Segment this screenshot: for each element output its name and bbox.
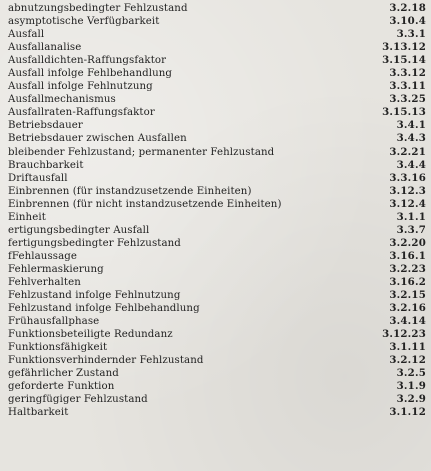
index-term: bleibender Fehlzustand; permanenter Fehlzustand <box>8 146 275 158</box>
index-term: Ausfall infolge Fehlnutzung <box>8 81 153 93</box>
index-term: Einbrennen (für instandzusetzende Einheiten) <box>8 185 252 197</box>
index-reference: 3.4.4 <box>396 158 426 171</box>
index-entry <box>8 224 426 237</box>
index-term: Einheit <box>8 211 46 223</box>
index-reference: 3.3.25 <box>389 93 426 106</box>
index-reference: 3.4.1 <box>396 119 426 132</box>
term-index-list <box>8 2 426 420</box>
index-entry <box>8 315 426 328</box>
index-term: geforderte Funktion <box>8 381 115 393</box>
index-reference: 3.2.9 <box>396 393 426 406</box>
index-reference: 3.3.12 <box>389 67 426 80</box>
index-term: Frühausfallphase <box>8 316 100 328</box>
index-term: Brauchbarkeit <box>8 159 84 171</box>
index-entry <box>8 80 426 93</box>
index-entry <box>8 354 426 367</box>
index-term: Fehlzustand infolge Fehlbehandlung <box>8 303 200 315</box>
index-reference: 3.16.2 <box>389 275 426 288</box>
index-term: Fehlermaskierung <box>8 263 104 275</box>
index-reference: 3.2.20 <box>389 236 426 249</box>
index-entry <box>8 159 426 172</box>
index-reference: 3.13.12 <box>382 41 426 54</box>
index-reference: 3.3.11 <box>389 80 426 93</box>
index-term: Driftausfall <box>8 172 68 184</box>
index-term: Fehlzustand infolge Fehlnutzung <box>8 290 181 302</box>
index-reference: 3.3.1 <box>396 28 426 41</box>
index-reference: 3.4.3 <box>396 132 426 145</box>
index-reference: 3.1.11 <box>389 341 426 354</box>
index-term: Funktionsfähigkeit <box>8 342 108 354</box>
index-entry <box>8 132 426 145</box>
index-term: Betriebsdauer zwischen Ausfallen <box>8 133 187 145</box>
index-term: geringfügiger Fehlzustand <box>8 394 148 406</box>
index-reference: 3.12.3 <box>389 184 426 197</box>
index-term: Ausfall infolge Fehlbehandlung <box>8 68 173 80</box>
index-entry <box>8 185 426 198</box>
index-term: Haltbarkeit <box>8 407 69 419</box>
index-entry <box>8 380 426 393</box>
index-entry <box>8 119 426 132</box>
index-term: abnutzungsbedingter Fehlzustand <box>8 3 188 14</box>
index-reference: 3.16.1 <box>389 249 426 262</box>
index-reference: 3.4.14 <box>389 315 426 328</box>
index-term: fFehlaussage <box>8 250 78 262</box>
index-term: asymptotische Verfügbarkeit <box>8 16 160 28</box>
index-entry <box>8 106 426 119</box>
index-reference: 3.15.14 <box>382 54 426 67</box>
index-term: Ausfallanalise <box>8 42 82 54</box>
index-entry <box>8 328 426 341</box>
index-term: Ausfallraten-Raffungsfaktor <box>8 107 155 119</box>
index-reference: 3.2.16 <box>389 302 426 315</box>
index-term: Einbrennen (für nicht instandzusetzende Einheiten) <box>8 198 282 210</box>
index-term: fertigungsbedingter Fehlzustand <box>8 237 181 249</box>
index-entry <box>8 172 426 185</box>
index-entry <box>8 406 426 419</box>
index-reference: 3.1.9 <box>396 380 426 393</box>
index-reference: 3.2.15 <box>389 289 426 302</box>
index-term: Funktionsbeteiligte Redundanz <box>8 329 173 341</box>
index-reference: 3.10.4 <box>389 15 426 28</box>
index-entry <box>8 15 426 28</box>
index-term: Ausfallmechanismus <box>8 94 116 106</box>
index-entry <box>8 211 426 224</box>
index-reference: 3.15.13 <box>382 106 426 119</box>
index-reference: 3.2.5 <box>396 367 426 380</box>
index-term: Fehlverhalten <box>8 276 81 288</box>
index-reference: 3.12.23 <box>382 328 426 341</box>
index-entry <box>8 393 426 406</box>
index-entry <box>8 237 426 250</box>
index-term: Funktionsverhindernder Fehlzustand <box>8 355 204 367</box>
index-entry <box>8 41 426 54</box>
index-reference: 3.1.12 <box>389 406 426 419</box>
index-entry <box>8 250 426 263</box>
index-reference: 3.3.16 <box>389 171 426 184</box>
index-term: ertigungsbedingter Ausfall <box>8 224 150 236</box>
index-entry <box>8 263 426 276</box>
index-entry <box>8 28 426 41</box>
index-reference: 3.2.21 <box>389 145 426 158</box>
index-reference: 3.2.23 <box>389 262 426 275</box>
index-entry <box>8 302 426 315</box>
index-entry <box>8 289 426 302</box>
index-entry <box>8 67 426 80</box>
index-reference: 3.12.4 <box>389 197 426 210</box>
index-reference: 3.1.1 <box>396 210 426 223</box>
index-entry <box>8 93 426 106</box>
index-term: gefährlicher Zustand <box>8 368 119 380</box>
index-reference: 3.2.12 <box>389 354 426 367</box>
index-term: Ausfalldichten-Raffungsfaktor <box>8 55 167 67</box>
index-entry <box>8 198 426 211</box>
index-entry <box>8 54 426 67</box>
index-entry <box>8 276 426 289</box>
index-term: Betriebsdauer <box>8 120 83 132</box>
index-entry <box>8 367 426 380</box>
index-entry <box>8 341 426 354</box>
index-reference: 3.2.18 <box>389 2 426 14</box>
index-term: Ausfall <box>8 29 45 41</box>
index-entry <box>8 2 426 15</box>
index-reference: 3.3.7 <box>396 223 426 236</box>
index-entry <box>8 146 426 159</box>
